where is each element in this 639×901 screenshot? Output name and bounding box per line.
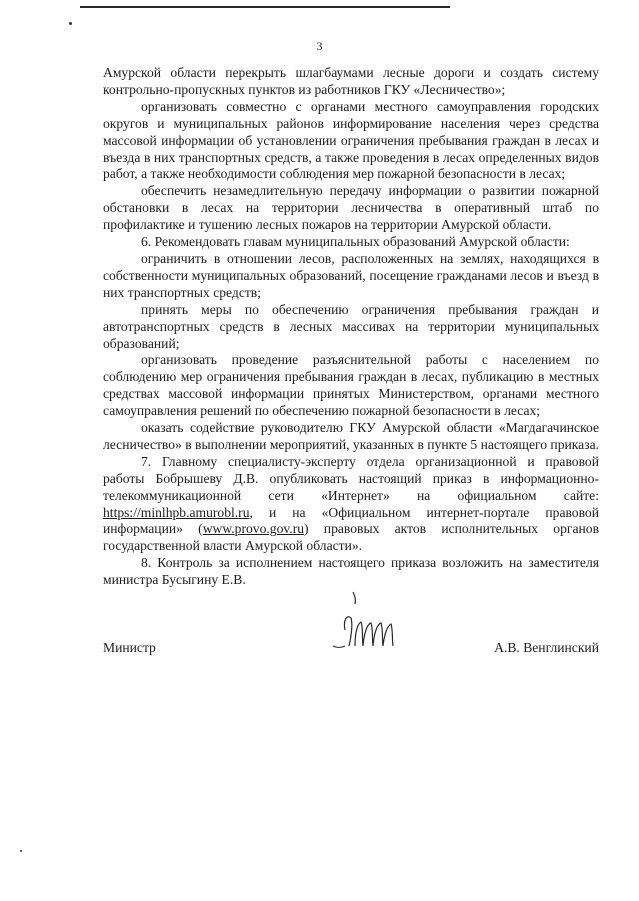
paragraph: 6. Рекомендовать главам муниципальных образований Амурской области: (141, 234, 570, 250)
page-number: 3 (316, 39, 323, 53)
signature-block (103, 640, 599, 660)
paragraph-7-text: 7. Главному специалисту-эксперту отдела организационной и правовой работы Бобрышеву Д.В. опубликовать настоящий приказ в информационно-телекоммуникационной сети «Интернет» на официальном сайте: (103, 453, 599, 503)
paragraph: организовать совместно с органами местного самоуправления городских округов и муниципальных районов информирование населения через средства массовой информации об установлении ограничения пребывания граждан в лесах и въезда в них транспортных средств, а также проведения в лесах определенных видов работ, а также необходимости соблюдения мер пожарной безопасности в лесах; (103, 98, 599, 182)
paragraph-7-text: ) правовых актов исполнительных органов государственной власти Амурской области». (103, 521, 599, 554)
paragraph: обеспечить незамедлительную передачу информации о развитии пожарной обстановки в лесах на территории лесничества в оперативный штаб по профилактике и тушению лесных пожаров на территории Амурской области. (103, 183, 599, 233)
scan-edge-line (80, 6, 450, 8)
signatory-name: А.В. Венглинский (494, 640, 599, 655)
paragraph: ограничить в отношении лесов, расположенных на землях, находящихся в собственности муниципальных образований, посещение гражданами лесов и въезд в них транспортных средств; (103, 250, 599, 300)
paragraph-7-text: , и на «Официальном интернет-портале правовой информации» ( (103, 504, 599, 537)
pravo-portal-link[interactable]: www.provo.gov.ru (202, 521, 305, 537)
document-body (103, 65, 599, 589)
scan-speck (69, 22, 72, 25)
paragraph: 8. Контроль за исполнением настоящего приказа возложить на заместителя министра Бусыгину Е.В. (103, 555, 599, 588)
ministry-site-link[interactable]: https://minlhpb.amurobl.ru (103, 504, 250, 520)
signatory-title: Министр (103, 640, 156, 655)
paragraph: оказать содействие руководителю ГКУ Амурской области «Магдагачинское лесничество» в выполнении мероприятий, указанных в пункте 5 настоящего приказа. (103, 420, 600, 452)
scan-speck (20, 850, 22, 852)
paragraph: организовать проведение разъяснительной работы с населением по соблюдению мер ограничения пребывания граждан в лесах, публикацию в местных средствах массовой информации принятых Министерством, органами местного самоуправления решений по обеспечению пожарной безопасности в лесах; (103, 352, 599, 419)
paragraph-7 (103, 454, 599, 555)
paragraph: принять меры по обеспечению ограничения пребывания граждан и автотранспортных средств в лесных массивах на территории муниципальных образований; (103, 301, 599, 351)
paragraph: Амурской области перекрыть шлагбаумами лесные дороги и создать систему контрольно-пропускных пунктов из работников ГКУ «Лесничество»; (103, 65, 599, 97)
